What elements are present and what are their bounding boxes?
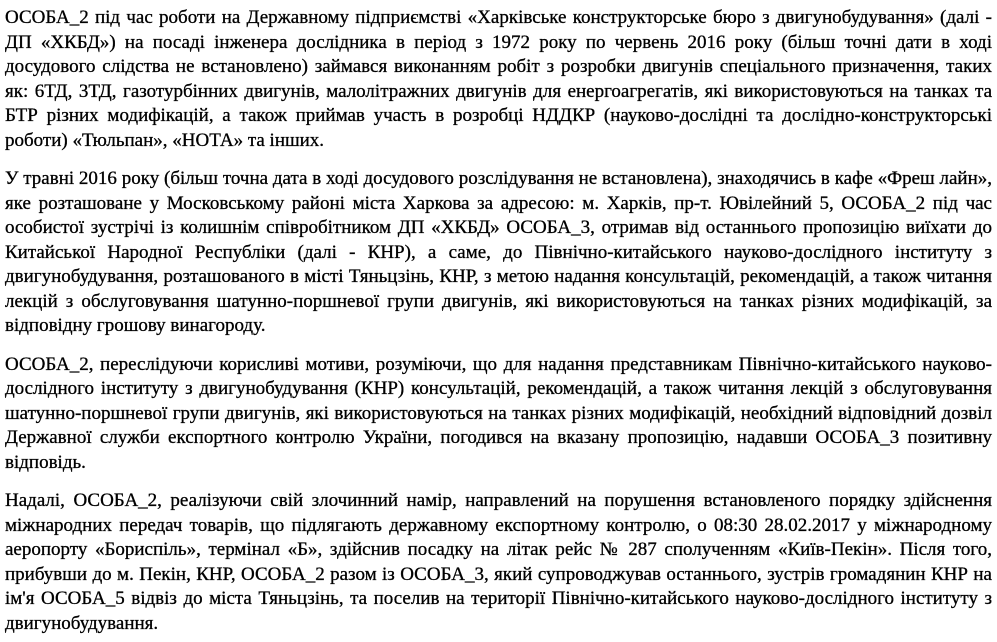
paragraph-consent-to-offer: ОСОБА_2, переслідуючи корисливі мотиви, розуміючи, що для надання представникам Північно-китайського науково-дослідного інституту з двигунобудування (КНР) консультацій, рекомендацій, а також читання лекцій з обслуговування шатунно-поршневої групи двигунів, які використовуються на танках різних модифікацій, необхідний відповідний дозвіл Державної служби експортного контролю України, погодився на вказану пропозицію, надавши ОСОБА_3 позитивну відповідь.	[5, 353, 992, 473]
paragraph-flight-and-arrival: Надалі, ОСОБА_2, реалізуючи свій злочинний намір, направлений на порушення встановленого порядку здійснення міжнародних передач товарів, що підлягають державному експортному контролю, о 08:30 28.02.2017 у міжнародному аеропорту «Бориспіль», термінал «Б», здійснив посадку на літак рейс № 287 сполученням «Київ-Пекін». Після того, прибувши до м. Пекін, КНР, ОСОБА_2 разом із ОСОБА_3, який супроводжував останнього, зустрів громадянин КНР на ім'я ОСОБА_5 відвіз до міста Тяньцзінь, та поселив на території Північно-китайського науково-дослідного інституту з двигунобудування.	[5, 490, 992, 634]
paragraph-cafe-meeting-offer: У травні 2016 року (більш точна дата в ході досудового розслідування не встановлена), знаходячись в кафе «Фреш лайн», яке розташоване у Московському районі міста Харкова за адресою: м. Харків, пр-т. Ювілейний 5, ОСОБА_2 під час особистої зустрічі із колишнім співробітником ДП «ХКБД» ОСОБА_3, отримав від останнього пропозицію виїхати до Китайської Народної Республіки (далі - КНР), а саме, до Північно-китайського науково-дослідного інституту з двигунобудування, розташованого в місті Тяньцзінь, КНР, з метою надання консультацій, рекомендацій, а також читання лекцій з обслуговування шатунно-поршневої групи двигунів, які використовуються на танках різних модифікацій, за відповідну грошову винагороду.	[5, 168, 992, 336]
paragraph-employment-history: ОСОБА_2 під час роботи на Державному підприємстві «Харківське конструкторське бюро з двигунобудування» (далі - ДП «ХКБД») на посаді інженера дослідника в період з 1972 року по червень 2016 року (більш точні дати в ході досудового слідства не встановлено) займався виконанням робіт з розробки двигунів спеціального призначення, таких як: 6ТД, 3ТД, газотурбінних двигунів, малолітражних двигунів для енергоагрегатів, які використовуються на танках та БТР різних модифікацій, а також приймав участь в розробці НДДКР (науково-дослідні та дослідно-конструкторські роботи) «Тюльпан», «НОТА» та інших.	[5, 7, 992, 151]
